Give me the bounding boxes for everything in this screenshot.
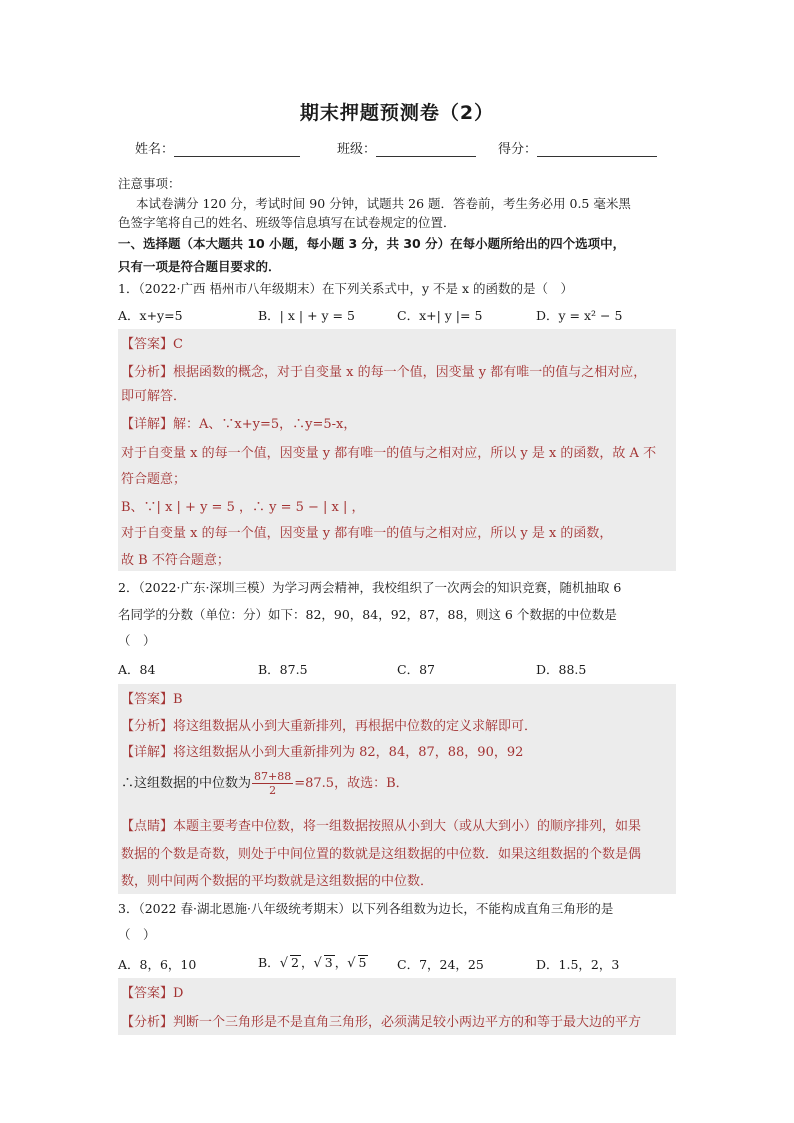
q1-detail: 对于自变量 x 的每一个值，因变量 y 都有唯一的值与之相对应，所以 y 是 x 的函数，故 A 不 bbox=[121, 446, 657, 461]
q1-analysis: 【分析】根据函数的概念，对于自变量 x 的每一个值，因变量 y 都有唯一的值与之相对应， bbox=[121, 365, 647, 380]
q2-fraction bbox=[252, 770, 293, 797]
q2-detail: 【详解】将这组数据从小到大重新排列为 82，84，87，88，90，92 bbox=[121, 745, 524, 760]
section-heading: 只有一项是符合题目要求的． bbox=[118, 259, 281, 274]
q2-option-a: A．84 bbox=[118, 662, 156, 677]
class-field bbox=[337, 138, 476, 157]
q1-detail: 符合题意； bbox=[121, 472, 187, 487]
q3-option-b: B．√ 2 ，√ 3 ，√ 5 bbox=[258, 955, 367, 971]
q1-option-b: B．| x | + y = 5 bbox=[258, 308, 355, 323]
name-blank bbox=[174, 142, 300, 157]
sqrt-icon: √ bbox=[313, 956, 322, 971]
name-label: 姓名： bbox=[135, 142, 175, 157]
q3-analysis: 【分析】判断一个三角形是不是直角三角形，必须满足较小两边平方的和等于最大边的平方 bbox=[121, 1015, 642, 1030]
class-blank bbox=[376, 142, 476, 157]
q2-option-b: B．87.5 bbox=[258, 662, 308, 677]
notice-heading: 注意事项： bbox=[118, 176, 181, 191]
q3-option-b-label: B． bbox=[258, 955, 280, 970]
page-title: 期末押题预测卷（2） bbox=[299, 102, 495, 124]
q1-option-d: D．y = x² − 5 bbox=[536, 308, 623, 323]
q2-median-result: =87.5，故选：B． bbox=[294, 776, 409, 791]
q2-comment: 数，则中间两个数据的平均数就是这组数据的中位数． bbox=[121, 874, 434, 889]
q1-analysis: 即可解答． bbox=[121, 389, 187, 404]
q1-option-a: A．x+y=5 bbox=[118, 308, 183, 323]
question-3-stem: 3．（2022 春·湖北恩施·八年级统考期末）以下列各组数为边长，不能构成直角三角形的是 bbox=[118, 901, 614, 916]
q2-comment: 【点睛】本题主要考查中位数，将一组数据按照从小到大（或从大到小）的顺序排列，如果 bbox=[121, 819, 642, 834]
q2-option-d: D．88.5 bbox=[536, 662, 587, 677]
q2-option-c: C．87 bbox=[397, 662, 435, 677]
name-field bbox=[135, 138, 300, 157]
q2-median-text: ∴这组数据的中位数为 bbox=[121, 776, 252, 791]
radicand: 3 bbox=[324, 955, 333, 970]
fraction-denominator: 2 bbox=[269, 784, 277, 797]
sqrt-icon: √ bbox=[279, 956, 288, 971]
question-2-stem: 名同学的分数（单位：分）如下：82，90，84，92，87，88，则这 6 个数据的中位数是 bbox=[118, 607, 617, 622]
question-2-stem: （ ） bbox=[118, 633, 156, 648]
q1-answer: 【答案】C bbox=[121, 337, 183, 352]
q3-answer: 【答案】D bbox=[121, 986, 184, 1001]
question-2-stem: 2．（2022·广东·深圳三模）为学习两会精神，我校组织了一次两会的知识竞赛，随机抽取 6 bbox=[118, 580, 622, 595]
q2-answer: 【答案】B bbox=[121, 692, 183, 707]
q2-comment: 数据的个数是奇数，则处于中间位置的数就是这组数据的中位数．如果这组数据的个数是偶 bbox=[121, 847, 642, 862]
q3-option-c: C．7，24，25 bbox=[397, 957, 484, 972]
notice-line: 色签字笔将自己的姓名、班级等信息填写在试卷规定的位置． bbox=[118, 215, 456, 230]
score-field bbox=[498, 138, 657, 157]
radicand: 2 bbox=[290, 955, 299, 970]
score-blank bbox=[537, 142, 657, 157]
student-info-row bbox=[135, 138, 675, 158]
q1-detail: 【详解】解：A、∵x+y=5，∴y=5-x， bbox=[121, 417, 357, 432]
class-label: 班级： bbox=[337, 142, 377, 157]
q1-option-c: C．x+| y |= 5 bbox=[397, 308, 483, 323]
radicand: 5 bbox=[358, 955, 367, 970]
q2-analysis: 【分析】将这组数据从小到大重新排列，再根据中位数的定义求解即可． bbox=[121, 719, 538, 734]
section-heading: 一、选择题（本大题共 10 小题，每小题 3 分，共 30 分）在每小题所给出的四个选项中， bbox=[118, 236, 626, 251]
question-3-stem: （ ） bbox=[118, 927, 156, 942]
question-1-stem: 1．（2022·广西 梧州市八年级期末）在下列关系式中，y 不是 x 的函数的是（ ） bbox=[118, 281, 573, 296]
q3-option-a: A．8，6，10 bbox=[118, 957, 197, 972]
q1-detail: 故 B 不符合题意； bbox=[121, 553, 230, 568]
q1-detail: 对于自变量 x 的每一个值，因变量 y 都有唯一的值与之相对应，所以 y 是 x 的函数， bbox=[121, 526, 613, 541]
sqrt-icon: √ bbox=[347, 956, 356, 971]
q2-detail-median bbox=[121, 770, 409, 797]
q1-detail: B、∵| x | + y = 5 ，∴ y = 5 − | x | ， bbox=[121, 500, 365, 515]
fraction-numerator: 87+88 bbox=[254, 770, 292, 783]
score-label: 得分： bbox=[498, 142, 538, 157]
notice-line: 本试卷满分 120 分，考试时间 90 分钟，试题共 26 题．答卷前，考生务必用 0.5 毫米黑 bbox=[136, 196, 631, 211]
q3-option-d: D．1.5，2，3 bbox=[536, 957, 620, 972]
